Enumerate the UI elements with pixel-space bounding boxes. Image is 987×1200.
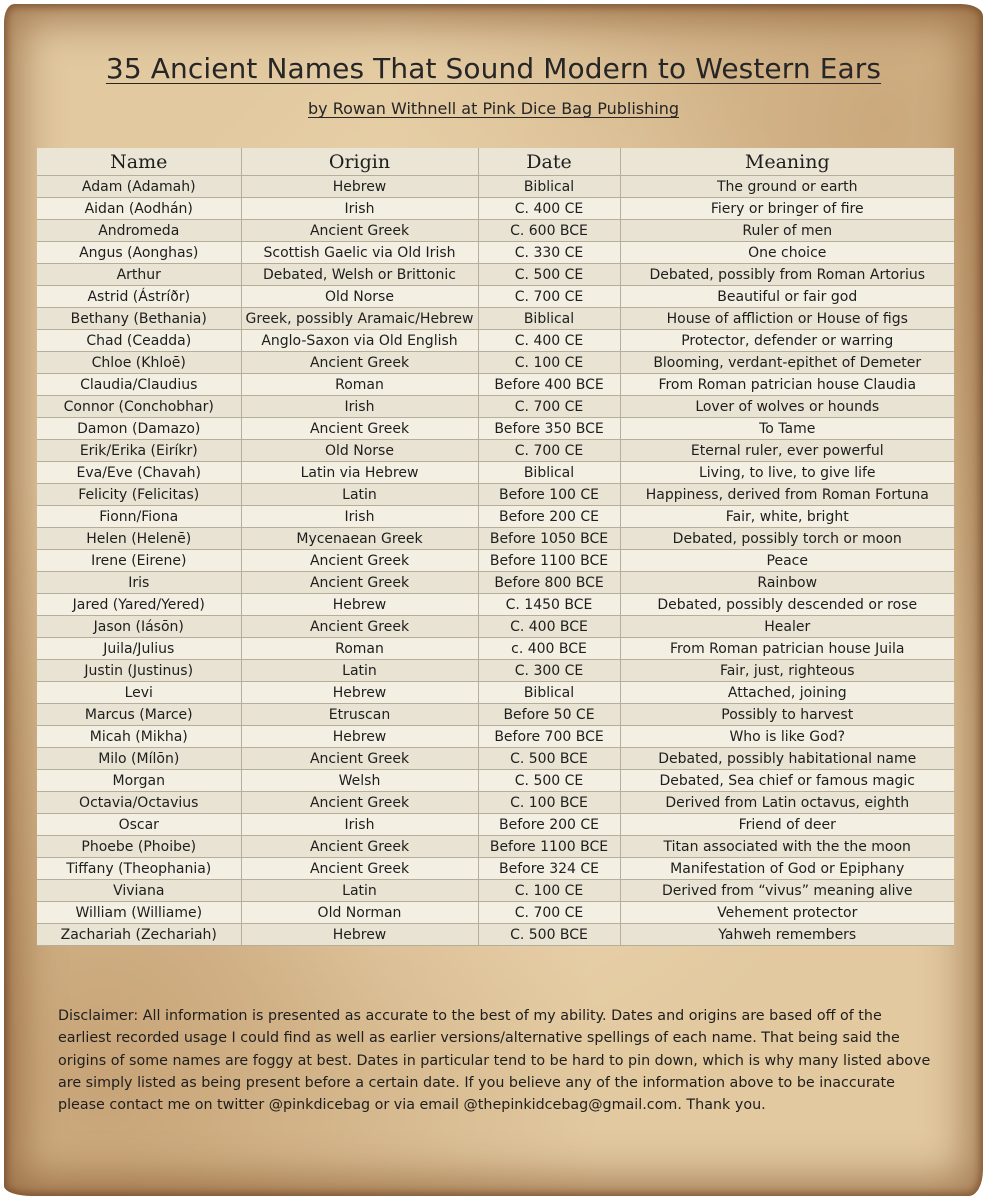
cell-date: C. 500 BCE bbox=[478, 748, 620, 770]
cell-origin: Old Norse bbox=[241, 286, 478, 308]
cell-name: Erik/Erika (Eiríkr) bbox=[37, 440, 241, 462]
cell-name: Jason (Iásōn) bbox=[37, 616, 241, 638]
table-header-row bbox=[37, 148, 954, 176]
cell-meaning: House of affliction or House of figs bbox=[620, 308, 954, 330]
table-row bbox=[37, 550, 954, 572]
cell-meaning: Lover of wolves or hounds bbox=[620, 396, 954, 418]
cell-origin: Latin via Hebrew bbox=[241, 462, 478, 484]
cell-name: Angus (Aonghas) bbox=[37, 242, 241, 264]
cell-name: Oscar bbox=[37, 814, 241, 836]
cell-meaning: Debated, possibly descended or rose bbox=[620, 594, 954, 616]
table-row bbox=[37, 506, 954, 528]
table-row bbox=[37, 176, 954, 198]
cell-date: Before 100 CE bbox=[478, 484, 620, 506]
cell-origin: Greek, possibly Aramaic/Hebrew bbox=[241, 308, 478, 330]
cell-origin: Anglo-Saxon via Old English bbox=[241, 330, 478, 352]
cell-origin: Old Norman bbox=[241, 902, 478, 924]
cell-name: Claudia/Claudius bbox=[37, 374, 241, 396]
column-header-name: Name bbox=[37, 148, 241, 176]
cell-meaning: Debated, possibly torch or moon bbox=[620, 528, 954, 550]
cell-origin: Irish bbox=[241, 814, 478, 836]
cell-origin: Ancient Greek bbox=[241, 220, 478, 242]
cell-origin: Ancient Greek bbox=[241, 550, 478, 572]
cell-date: Before 1050 BCE bbox=[478, 528, 620, 550]
table-row bbox=[37, 528, 954, 550]
cell-meaning: To Tame bbox=[620, 418, 954, 440]
cell-name: Juila/Julius bbox=[37, 638, 241, 660]
table-row bbox=[37, 418, 954, 440]
cell-meaning: Healer bbox=[620, 616, 954, 638]
cell-name: Tiffany (Theophania) bbox=[37, 858, 241, 880]
table-row bbox=[37, 924, 954, 946]
cell-origin: Latin bbox=[241, 660, 478, 682]
cell-date: C. 500 BCE bbox=[478, 924, 620, 946]
names-table bbox=[37, 148, 954, 946]
table-row bbox=[37, 704, 954, 726]
cell-origin: Welsh bbox=[241, 770, 478, 792]
cell-meaning: Yahweh remembers bbox=[620, 924, 954, 946]
cell-date: C. 1450 BCE bbox=[478, 594, 620, 616]
table-row bbox=[37, 748, 954, 770]
page-subtitle: by Rowan Withnell at Pink Dice Bag Publishing bbox=[308, 99, 679, 118]
cell-origin: Irish bbox=[241, 198, 478, 220]
cell-meaning: Eternal ruler, ever powerful bbox=[620, 440, 954, 462]
table-row bbox=[37, 220, 954, 242]
cell-date: C. 300 CE bbox=[478, 660, 620, 682]
cell-origin: Hebrew bbox=[241, 726, 478, 748]
cell-name: Eva/Eve (Chavah) bbox=[37, 462, 241, 484]
table-row bbox=[37, 594, 954, 616]
cell-meaning: Fiery or bringer of fire bbox=[620, 198, 954, 220]
cell-name: Marcus (Marce) bbox=[37, 704, 241, 726]
cell-origin: Roman bbox=[241, 374, 478, 396]
cell-meaning: Vehement protector bbox=[620, 902, 954, 924]
cell-name: Iris bbox=[37, 572, 241, 594]
cell-date: Before 324 CE bbox=[478, 858, 620, 880]
cell-name: Connor (Conchobhar) bbox=[37, 396, 241, 418]
table-row bbox=[37, 440, 954, 462]
cell-date: c. 400 BCE bbox=[478, 638, 620, 660]
cell-origin: Ancient Greek bbox=[241, 572, 478, 594]
cell-date: Before 700 BCE bbox=[478, 726, 620, 748]
table-body bbox=[37, 176, 954, 946]
cell-origin: Latin bbox=[241, 484, 478, 506]
cell-origin: Etruscan bbox=[241, 704, 478, 726]
table-row bbox=[37, 242, 954, 264]
table-row bbox=[37, 308, 954, 330]
cell-origin: Ancient Greek bbox=[241, 418, 478, 440]
cell-date: Biblical bbox=[478, 308, 620, 330]
cell-name: Levi bbox=[37, 682, 241, 704]
cell-date: C. 700 CE bbox=[478, 396, 620, 418]
cell-date: C. 400 BCE bbox=[478, 616, 620, 638]
cell-date: Before 350 BCE bbox=[478, 418, 620, 440]
cell-name: Arthur bbox=[37, 264, 241, 286]
cell-name: Micah (Mikha) bbox=[37, 726, 241, 748]
cell-origin: Hebrew bbox=[241, 594, 478, 616]
cell-date: C. 700 CE bbox=[478, 902, 620, 924]
cell-meaning: Friend of deer bbox=[620, 814, 954, 836]
cell-meaning: Fair, white, bright bbox=[620, 506, 954, 528]
cell-date: Before 200 CE bbox=[478, 506, 620, 528]
cell-meaning: Who is like God? bbox=[620, 726, 954, 748]
cell-origin: Debated, Welsh or Brittonic bbox=[241, 264, 478, 286]
cell-date: Before 800 BCE bbox=[478, 572, 620, 594]
cell-origin: Latin bbox=[241, 880, 478, 902]
cell-date: C. 400 CE bbox=[478, 330, 620, 352]
cell-date: C. 100 CE bbox=[478, 352, 620, 374]
table-row bbox=[37, 198, 954, 220]
table-row bbox=[37, 330, 954, 352]
cell-meaning: Derived from “vivus” meaning alive bbox=[620, 880, 954, 902]
cell-date: Before 200 CE bbox=[478, 814, 620, 836]
table-row bbox=[37, 396, 954, 418]
cell-date: Biblical bbox=[478, 176, 620, 198]
cell-date: Before 1100 BCE bbox=[478, 836, 620, 858]
cell-meaning: Rainbow bbox=[620, 572, 954, 594]
table-row bbox=[37, 374, 954, 396]
cell-name: Andromeda bbox=[37, 220, 241, 242]
cell-origin: Irish bbox=[241, 396, 478, 418]
cell-meaning: The ground or earth bbox=[620, 176, 954, 198]
cell-name: Chad (Ceadda) bbox=[37, 330, 241, 352]
table-row bbox=[37, 572, 954, 594]
disclaimer-text: Disclaimer: All information is presented as accurate to the best of my ability. Dates and origins are based off of the earliest recorded usage I could find as well as earlier versions/alternative spellings of each name. That being said the origins of some names are foggy at best. Dates in particular tend to be hard to pin down, which is why many listed above are simply listed as being present before a certain date. If you believe any of the information above to be inaccurate please contact me on twitter @pinkdicebag or via email @thepinkidcebag@gmail.com. Thank you. bbox=[58, 1008, 931, 1114]
cell-origin: Ancient Greek bbox=[241, 616, 478, 638]
cell-name: Justin (Justinus) bbox=[37, 660, 241, 682]
cell-meaning: Debated, Sea chief or famous magic bbox=[620, 770, 954, 792]
table-row bbox=[37, 770, 954, 792]
cell-origin: Hebrew bbox=[241, 176, 478, 198]
cell-name: Irene (Eirene) bbox=[37, 550, 241, 572]
cell-name: Viviana bbox=[37, 880, 241, 902]
cell-name: Helen (Helenē) bbox=[37, 528, 241, 550]
cell-origin: Ancient Greek bbox=[241, 858, 478, 880]
cell-meaning: Fair, just, righteous bbox=[620, 660, 954, 682]
cell-origin: Ancient Greek bbox=[241, 836, 478, 858]
cell-origin: Irish bbox=[241, 506, 478, 528]
cell-origin: Old Norse bbox=[241, 440, 478, 462]
table-row bbox=[37, 286, 954, 308]
cell-meaning: Blooming, verdant-epithet of Demeter bbox=[620, 352, 954, 374]
cell-date: C. 700 CE bbox=[478, 440, 620, 462]
cell-name: Zachariah (Zechariah) bbox=[37, 924, 241, 946]
table-row bbox=[37, 484, 954, 506]
cell-meaning: Derived from Latin octavus, eighth bbox=[620, 792, 954, 814]
column-header-meaning: Meaning bbox=[620, 148, 954, 176]
table-row bbox=[37, 880, 954, 902]
table-row bbox=[37, 682, 954, 704]
cell-date: Biblical bbox=[478, 682, 620, 704]
cell-meaning: Titan associated with the the moon bbox=[620, 836, 954, 858]
cell-name: Adam (Adamah) bbox=[37, 176, 241, 198]
cell-origin: Scottish Gaelic via Old Irish bbox=[241, 242, 478, 264]
table-row bbox=[37, 638, 954, 660]
cell-name: Milo (Mílōn) bbox=[37, 748, 241, 770]
cell-date: C. 700 CE bbox=[478, 286, 620, 308]
table-row bbox=[37, 792, 954, 814]
cell-meaning: Ruler of men bbox=[620, 220, 954, 242]
table-row bbox=[37, 726, 954, 748]
cell-meaning: Attached, joining bbox=[620, 682, 954, 704]
cell-origin: Roman bbox=[241, 638, 478, 660]
cell-name: Octavia/Octavius bbox=[37, 792, 241, 814]
cell-name: Bethany (Bethania) bbox=[37, 308, 241, 330]
table-row bbox=[37, 814, 954, 836]
cell-origin: Hebrew bbox=[241, 924, 478, 946]
cell-name: Morgan bbox=[37, 770, 241, 792]
cell-origin: Mycenaean Greek bbox=[241, 528, 478, 550]
table-row bbox=[37, 264, 954, 286]
cell-name: Felicity (Felicitas) bbox=[37, 484, 241, 506]
cell-date: C. 500 CE bbox=[478, 770, 620, 792]
cell-meaning: Living, to live, to give life bbox=[620, 462, 954, 484]
cell-meaning: One choice bbox=[620, 242, 954, 264]
cell-meaning: Happiness, derived from Roman Fortuna bbox=[620, 484, 954, 506]
cell-origin: Ancient Greek bbox=[241, 792, 478, 814]
cell-meaning: Manifestation of God or Epiphany bbox=[620, 858, 954, 880]
cell-meaning: From Roman patrician house Juila bbox=[620, 638, 954, 660]
column-header-origin: Origin bbox=[241, 148, 478, 176]
cell-name: Phoebe (Phoibe) bbox=[37, 836, 241, 858]
cell-meaning: Debated, possibly habitational name bbox=[620, 748, 954, 770]
table-row bbox=[37, 616, 954, 638]
table-row bbox=[37, 462, 954, 484]
cell-meaning: Debated, possibly from Roman Artorius bbox=[620, 264, 954, 286]
cell-date: Biblical bbox=[478, 462, 620, 484]
cell-date: Before 1100 BCE bbox=[478, 550, 620, 572]
cell-name: Astrid (Ástríðr) bbox=[37, 286, 241, 308]
cell-meaning: Beautiful or fair god bbox=[620, 286, 954, 308]
table-row bbox=[37, 352, 954, 374]
cell-date: Before 50 CE bbox=[478, 704, 620, 726]
cell-meaning: Protector, defender or warring bbox=[620, 330, 954, 352]
cell-name: Aidan (Aodhán) bbox=[37, 198, 241, 220]
cell-meaning: From Roman patrician house Claudia bbox=[620, 374, 954, 396]
table-row bbox=[37, 858, 954, 880]
cell-origin: Ancient Greek bbox=[241, 748, 478, 770]
cell-name: Jared (Yared/Yered) bbox=[37, 594, 241, 616]
cell-name: Fionn/Fiona bbox=[37, 506, 241, 528]
cell-date: C. 100 BCE bbox=[478, 792, 620, 814]
cell-date: Before 400 BCE bbox=[478, 374, 620, 396]
cell-date: C. 600 BCE bbox=[478, 220, 620, 242]
table-row bbox=[37, 660, 954, 682]
cell-name: Damon (Damazo) bbox=[37, 418, 241, 440]
cell-date: C. 330 CE bbox=[478, 242, 620, 264]
cell-date: C. 100 CE bbox=[478, 880, 620, 902]
cell-date: C. 400 CE bbox=[478, 198, 620, 220]
table-row bbox=[37, 902, 954, 924]
cell-name: William (Williame) bbox=[37, 902, 241, 924]
cell-origin: Hebrew bbox=[241, 682, 478, 704]
page-title: 35 Ancient Names That Sound Modern to Western Ears bbox=[105, 52, 882, 85]
cell-meaning: Possibly to harvest bbox=[620, 704, 954, 726]
cell-date: C. 500 CE bbox=[478, 264, 620, 286]
column-header-date: Date bbox=[478, 148, 620, 176]
table-row bbox=[37, 836, 954, 858]
cell-name: Chloe (Khloē) bbox=[37, 352, 241, 374]
cell-origin: Ancient Greek bbox=[241, 352, 478, 374]
cell-meaning: Peace bbox=[620, 550, 954, 572]
